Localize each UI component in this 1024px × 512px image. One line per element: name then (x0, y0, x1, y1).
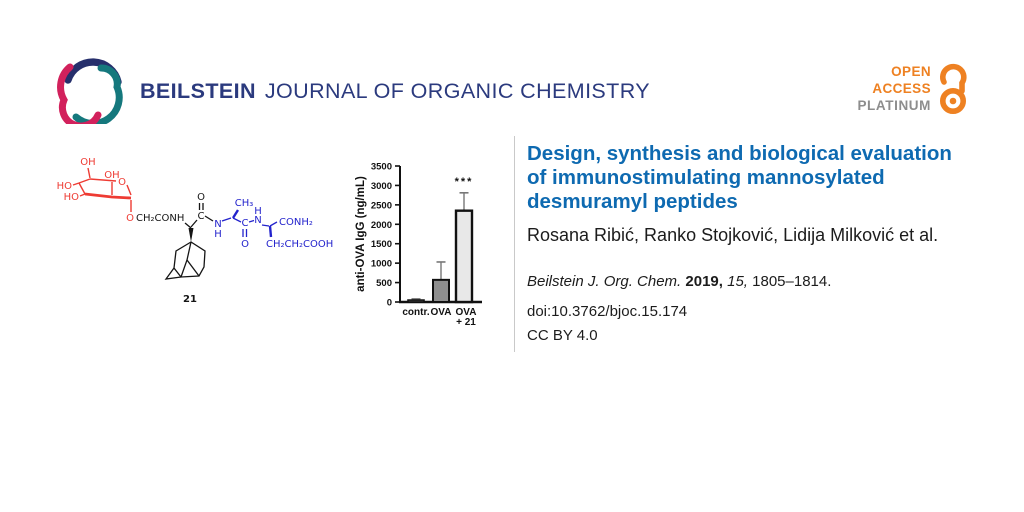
citation-year: 2019, (685, 273, 723, 290)
citation-journal: Beilstein J. Org. Chem. (527, 273, 682, 290)
label-ho-c3: HO (63, 192, 79, 203)
x-tick-label: OVA (430, 307, 452, 318)
article-license: CC BY 4.0 (527, 327, 598, 344)
label-carbonyl-c2: C (241, 218, 249, 229)
beilstein-logo-icon (56, 56, 124, 124)
article-authors: Rosana Ribić, Ranko Stojković, Lidija Milković et al. (527, 225, 939, 245)
sugar-labels (57, 157, 134, 224)
title-line-2: of immunostimulating mannosylated (527, 166, 885, 189)
label-acid: CH₂CH₂COOH (266, 239, 334, 250)
open-access-text (856, 63, 931, 114)
label-carbonyl-o2: O (241, 239, 249, 250)
wedge-bond (189, 228, 194, 242)
label-oh-c2: OH (104, 170, 120, 181)
label-oh-top: OH (80, 157, 96, 168)
label-n1: N (214, 219, 222, 230)
compound-number: 21 (183, 294, 197, 305)
y-tick-label: 0 (386, 297, 392, 309)
y-tick-label: 3000 (370, 180, 392, 192)
significance-label: *** (454, 175, 474, 188)
y-tick-label: 3500 (370, 161, 392, 173)
open-access-line3: PLATINUM (857, 97, 931, 113)
citation-pages: 1805–1814. (752, 273, 832, 290)
y-tick-label: 2500 (370, 200, 392, 212)
open-access-line2: ACCESS (872, 80, 931, 96)
sugar-bonds (73, 168, 131, 212)
journal-wordmark (140, 57, 650, 125)
label-n2: N (254, 215, 262, 226)
label-carbonyl-o1: O (197, 192, 205, 203)
peptide-bonds (222, 210, 277, 237)
open-access-line1: OPEN (891, 63, 931, 79)
y-axis-label: anti-OVA IgG (ng/mL) (355, 176, 367, 292)
x-tick-label: contr. (402, 307, 430, 318)
article-info (527, 142, 1001, 344)
brand-name: BEILSTEIN (140, 78, 256, 103)
y-tick-label: 500 (376, 278, 392, 290)
y-tick-label: 1500 (370, 239, 392, 251)
label-amide: CONH₂ (279, 217, 313, 228)
title-line-1: Design, synthesis and biological evaluation (527, 142, 952, 165)
title-line-3: desmuramyl peptides (527, 190, 738, 213)
label-h2: H (254, 206, 262, 217)
open-access-badge (856, 57, 970, 119)
label-methyl: CH₃ (234, 198, 254, 209)
bar-0 (408, 300, 424, 302)
x-tick-label: + 21 (456, 317, 476, 328)
journal-name: JOURNAL OF ORGANIC CHEMISTRY (264, 78, 650, 103)
label-glyco-o: O (126, 213, 134, 224)
bar-chart (352, 145, 512, 345)
vertical-divider (514, 136, 515, 352)
bar-1 (433, 280, 449, 302)
citation-volume: 15, (727, 273, 748, 290)
y-tick-label: 1000 (370, 258, 392, 270)
label-h1: H (214, 229, 222, 240)
article-citation (527, 273, 1001, 290)
linker-labels (136, 192, 205, 305)
bar-2 (456, 211, 472, 302)
y-tick-label: 2000 (370, 219, 392, 231)
open-lock-icon (936, 59, 970, 117)
label-ho-c4: HO (56, 181, 72, 192)
label-linker: CH₂CONH (136, 213, 185, 224)
article-title (527, 142, 1001, 214)
article-doi: doi:10.3762/bjoc.15.174 (527, 303, 688, 320)
label-ring-o: O (118, 177, 126, 188)
label-carbonyl-c1: C (197, 211, 205, 222)
chemical-structure (38, 138, 358, 323)
x-tick-label: OVA (455, 307, 477, 318)
